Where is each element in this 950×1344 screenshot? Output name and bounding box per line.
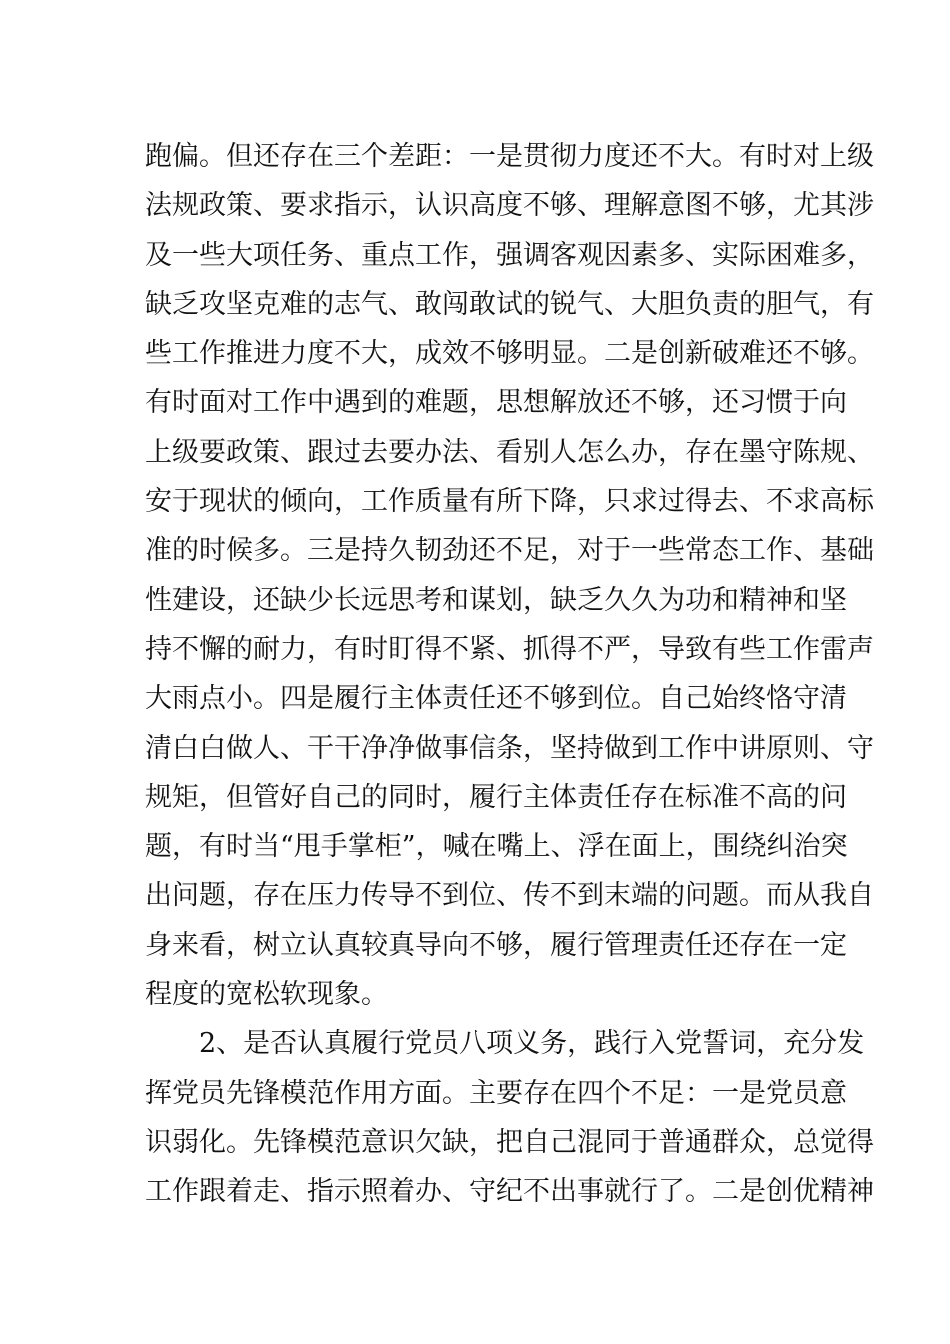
paragraph-2	[145, 1019, 874, 1216]
text-line: 缺乏攻坚克难的志气、敢闯敢试的锐气、大胆负责的胆气，有	[145, 288, 874, 320]
text-line: 及一些大项任务、重点工作，强调客观因素多、实际困难多，	[145, 239, 874, 271]
text-line: 清白白做人、干干净净做事信条，坚持做到工作中讲原则、守	[145, 732, 874, 764]
text-line: 挥党员先锋模范作用方面。主要存在四个不足：一是党员意	[145, 1077, 847, 1109]
text-line: 法规政策、要求指示，认识高度不够、理解意图不够，尤其涉	[145, 190, 874, 222]
text-line: 跑偏。但还存在三个差距：一是贯彻力度还不大。有时对上级	[145, 141, 874, 172]
text-line: 些工作推进力度不大，成效不够明显。二是创新破难还不够。	[145, 338, 874, 370]
text-line: 身来看，树立认真较真导向不够，履行管理责任还存在一定	[145, 929, 847, 961]
text-line: 性建设，还缺少长远思考和谋划，缺乏久久为功和精神和坚	[145, 584, 847, 616]
text-line: 规矩，但管好自己的同时，履行主体责任存在标准不高的问	[145, 781, 847, 813]
text-line: 准的时候多。三是持久韧劲还不足，对于一些常态工作、基础	[145, 535, 874, 567]
text-line: 2、是否认真履行党员八项义务，践行入党誓词，充分发	[199, 1028, 865, 1060]
text-line: 程度的宽松软现象。	[145, 979, 388, 1011]
text-line: 大雨点小。四是履行主体责任还不够到位。自己始终恪守清	[145, 683, 847, 715]
text-line: 题，有时当“甩手掌柜”，喊在嘴上、浮在面上，围绕纠治突	[145, 831, 848, 863]
text-line: 上级要政策、跟过去要办法、看别人怎么办，存在墨守陈规、	[145, 436, 874, 468]
text-line: 工作跟着走、指示照着办、守纪不出事就行了。二是创优精神	[145, 1176, 874, 1208]
document-body	[145, 132, 874, 1217]
text-line: 安于现状的倾向，工作质量有所下降，只求过得去、不求高标	[145, 486, 874, 518]
paragraph-1	[145, 132, 874, 1019]
text-line: 有时面对工作中遇到的难题，思想解放还不够，还习惯于向	[145, 387, 847, 419]
text-line: 持不懈的耐力，有时盯得不紧、抓得不严，导致有些工作雷声	[145, 633, 874, 665]
text-line: 出问题，存在压力传导不到位、传不到末端的问题。而从我自	[145, 880, 874, 912]
text-line: 识弱化。先锋模范意识欠缺，把自己混同于普通群众，总觉得	[145, 1126, 874, 1158]
